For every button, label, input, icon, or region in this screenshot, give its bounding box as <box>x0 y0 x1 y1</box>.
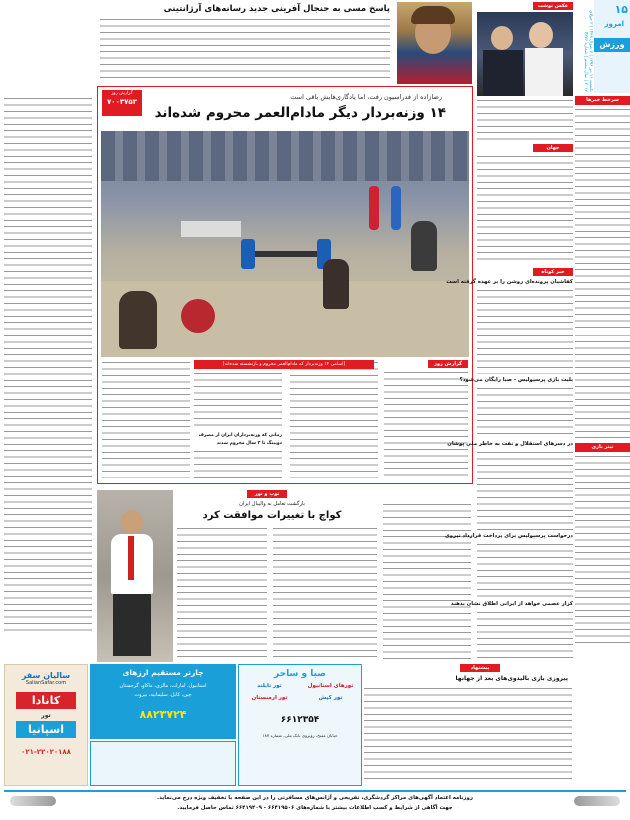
sidebar-item-4-title: درخواست پرسپولیس برای پرداخت قرارداد‌ نیروی <box>444 533 573 539</box>
world-tag: جهان <box>533 144 573 152</box>
volleyball-col-2 <box>177 526 267 660</box>
rumor-tag: پیشنهاد <box>460 664 500 672</box>
rumor-box <box>364 664 572 786</box>
saba-line-4: تور ارمنستان <box>251 695 288 701</box>
saba-line-1: تورهای استانبول <box>307 683 354 689</box>
volleyball-kicker: بازگشت تعامل به والیبال ایران <box>239 501 305 507</box>
badge: گزارش روز ۷۰۰۳۷۵۳ <box>102 90 142 116</box>
canada-label: کانادا <box>16 692 76 709</box>
sidebar-header-2: تیتر بازی <box>575 443 630 452</box>
salian-brand: سالیان سفر <box>21 671 71 680</box>
airplane-left-icon <box>10 796 56 806</box>
lead-col-1 <box>384 370 468 478</box>
lead-title: ۱۴ وزنه‌بردار دیگر مادام‌العمر محروم شده‌اند <box>154 105 446 121</box>
top-story <box>97 2 472 84</box>
charter-ad[interactable] <box>90 664 236 739</box>
charter-extra <box>90 741 236 786</box>
sidebar-item-3-title: در دسرهای استقلال و نفت به خاطر ملی پوشان <box>447 441 573 447</box>
page-number: ۱۵ <box>614 3 628 16</box>
footer-banner <box>4 790 626 816</box>
charter-title: چارتر مستقیم ارز‌های <box>122 668 204 677</box>
brief-text-2 <box>575 339 630 439</box>
lead-col-2 <box>290 360 378 478</box>
salian-phone: ۰۲۱-۲۲۰۲۰۱۸۸ <box>21 748 71 756</box>
volleyball-col-1 <box>383 502 471 660</box>
spain-label: اسپانیا <box>16 721 76 738</box>
top-story-title: پاسخ مسی به جنجال آفرینی جدید رسانه‌های آرژانتینی <box>163 4 390 14</box>
left-column <box>4 96 92 636</box>
messi-photo <box>397 2 472 84</box>
photo-tag: عکس نوشت <box>533 2 573 10</box>
saba-line-3: تور کیش <box>318 695 343 701</box>
airplane-right-icon <box>574 796 620 806</box>
short-tag: خبر کوتاه <box>533 268 573 276</box>
weightlifting-photo <box>101 131 469 357</box>
footer-line-1: روزنامه اعتماد آگهی‌های مراکز گردشگری، تفریحی و آژانس‌های مسافرتی را در این صفحه با تخفیف ویژه درج می‌نماید. <box>157 795 473 801</box>
world-text <box>477 154 573 264</box>
sidebar-header-1: سرخط خبرها <box>575 96 630 105</box>
rumor-title: پیروزی بازی بالیدوی‌های بعد از جهانها <box>455 675 568 682</box>
charter-line-2: چین، کابل، سلیمانیه، بیروت <box>134 692 192 698</box>
volleyball-tag: توپ و تور <box>247 490 287 498</box>
saba-line-2: تور تایلند <box>257 683 282 689</box>
charter-phone: ۸۸۲۳۷۲۴ <box>139 708 187 721</box>
lead-col-3 <box>194 449 282 479</box>
tour-label: تور <box>41 712 51 719</box>
brand-logo: امروز <box>604 20 624 28</box>
lead-story-box <box>97 86 473 484</box>
section-title: ورزش <box>594 38 630 52</box>
lead-subhead: زمانی که وزنه‌برداران ایران از مصرف دوپینگ تا ۳ سال محروم شدند <box>198 433 282 446</box>
masthead-strip <box>594 0 630 93</box>
saba-note: خیابان مفتح، روبروی بانک ملی، شماره ۱۸۷ <box>262 733 338 738</box>
sidebar-item-1-title: کفاشیان پرونده‌ای روشن را بر عهده گرفته است <box>446 279 573 285</box>
volleyball-story <box>97 488 473 664</box>
names-list <box>194 371 282 429</box>
reporter-tag: گزارش روز <box>428 360 468 368</box>
salian-url: SalianSafar.com <box>25 680 67 686</box>
sidebar-item-2-title: بلیت بازی پرسپولیس - صبا رایگان می‌شود؟ <box>459 377 573 383</box>
lead-highlight: [اسامی ۱۴ وزنه‌بردار که مادام‌العمر محروم و بازنشسته شده‌اند] <box>194 360 374 369</box>
date-line: یکشنبه ۱۱ تیر ۱۳۹۶ | ۷ شوال ۱۴۳۸ | ۲ جولای ۲۰۱۷ | سال بیستم | شماره ۴۳۷۶ <box>583 9 593 92</box>
brief-text-1 <box>575 107 630 332</box>
lead-kicker: رضازاده از فدراسیون رفت، اما یادگاری‌هایش باقی است <box>290 93 442 101</box>
top-story-body <box>100 17 390 80</box>
saba-ad[interactable] <box>238 664 362 786</box>
saba-phone: ۶۶۱۲۳۵۴ <box>280 715 320 725</box>
sidebar-briefs <box>575 96 630 641</box>
footer-line-2: جهت آگاهی از شرایط و کسب اطلاعات بیشتر با شماره‌های ۶۶۴۱۹۵۰۶ - ۶۶۴۱۹۴۰۹ تماس حاصل فرمایید. <box>177 805 453 811</box>
photo-caption <box>477 98 573 140</box>
football-photo <box>477 12 573 96</box>
coach-photo <box>97 490 173 662</box>
volleyball-col-3 <box>273 526 377 660</box>
volleyball-title: کواچ با تغییرات موافقت کرد <box>202 510 342 521</box>
charter-line-1: استانبول، امارات، مالزی، ماکاو، گرجستان <box>119 683 207 689</box>
saba-title: صبا و ساحر <box>274 669 326 679</box>
rumor-text <box>364 686 572 782</box>
salian-ad[interactable] <box>4 664 88 786</box>
brief-text-3 <box>575 454 630 644</box>
lead-col-4 <box>102 360 190 478</box>
sidebar-item-5-title: کرار عصمی خواهد از ایرانی اطلاق نشان بدهند <box>450 601 573 607</box>
